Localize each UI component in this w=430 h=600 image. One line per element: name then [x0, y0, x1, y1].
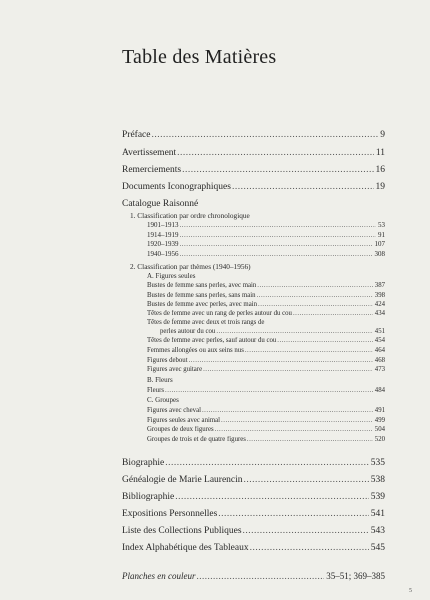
toc-entry-label: 1901–1913	[147, 221, 179, 229]
toc-entry-label: 1920–1939	[147, 240, 179, 248]
page-number: 5	[409, 588, 412, 594]
leader-dots	[244, 475, 369, 485]
toc-entry-remerciements[interactable]	[122, 165, 385, 175]
toc-entry-genealogie[interactable]	[122, 475, 385, 485]
toc-entry-label: Bibliographie	[122, 492, 175, 502]
leader-dots	[165, 458, 369, 468]
toc-entry-label: Figures avec guitare	[147, 366, 203, 373]
toc-entry-page: 11	[375, 148, 385, 158]
toc-entry-label: Avertissement	[122, 148, 177, 158]
leader-dots	[151, 130, 378, 140]
toc-entry-label: Têtes de femme avec perles, sauf autour du cou	[147, 337, 277, 344]
toc-entry-a2[interactable]	[147, 292, 385, 299]
toc-entry-page: 543	[370, 526, 385, 536]
toc-entry-a5-line1[interactable]: Têtes de femme avec deux et trois rangs de	[147, 319, 265, 326]
toc-entry-page: 545	[370, 543, 385, 553]
toc-entry-c3[interactable]	[147, 426, 385, 433]
toc-entry-page: 538	[370, 475, 385, 485]
leader-dots	[232, 182, 374, 192]
toc-entry-label: Bustes de femme avec perles, avec main	[147, 301, 258, 308]
toc-entry-label: Généalogie de Marie Laurencin	[122, 475, 243, 485]
toc-entry-label: Liste des Collections Publiques	[122, 526, 242, 536]
toc-entry-page: 520	[374, 436, 385, 443]
toc-entry-a1[interactable]	[147, 282, 385, 289]
leader-dots	[189, 357, 373, 364]
leader-dots	[257, 282, 373, 289]
toc-entry-page: 499	[374, 417, 385, 424]
toc-entry-page: 387	[374, 282, 385, 289]
leader-dots	[258, 301, 373, 308]
toc-entry-bibliographie[interactable]	[122, 492, 385, 502]
leader-dots	[245, 347, 373, 354]
leader-dots	[180, 221, 377, 229]
toc-entry-page: 53	[378, 221, 385, 229]
toc-entry-page: 491	[374, 407, 385, 414]
toc-entry-page: 541	[370, 509, 385, 519]
toc-entry-1940-1956[interactable]	[147, 250, 385, 258]
toc-entry-page: 308	[374, 250, 385, 258]
toc-entry-page: 535	[370, 458, 385, 468]
toc-entry-label: Figures seules avec animal	[147, 417, 221, 424]
toc-entry-label: Groupes de deux figures	[147, 426, 214, 433]
toc-entry-label: perles autour du cou	[160, 328, 216, 335]
toc-entry-page: 468	[374, 357, 385, 364]
toc-entry-page: 434	[374, 310, 385, 317]
leader-dots	[215, 426, 373, 433]
toc-entry-documents[interactable]	[122, 182, 385, 192]
toc-entry-label: Biographie	[122, 458, 165, 468]
toc-entry-label: 1940–1956	[147, 250, 179, 258]
toc-entry-page: 424	[374, 301, 385, 308]
toc-entry-page: 35–51; 369–385	[326, 571, 385, 581]
toc-entry-label: Fleurs	[147, 387, 164, 394]
leader-dots	[257, 292, 373, 299]
leader-dots	[247, 436, 373, 443]
toc-entry-expositions[interactable]	[122, 509, 385, 519]
toc-entry-1901-1913[interactable]	[147, 221, 385, 229]
toc-entry-label: 1914–1919	[147, 231, 179, 239]
toc-entry-page: 9	[380, 130, 385, 140]
toc-entry-b1[interactable]	[147, 387, 385, 394]
toc-entry-index[interactable]	[122, 543, 385, 553]
leader-dots	[175, 492, 369, 502]
group-a-heading[interactable]: A. Figures seules	[147, 272, 196, 280]
leader-dots	[203, 366, 373, 373]
leader-dots	[180, 250, 373, 258]
toc-entry-page: 454	[374, 337, 385, 344]
toc-entry-label: Bustes de femme sans perles, avec main	[147, 282, 257, 289]
leader-dots	[293, 310, 373, 317]
toc-entry-page: 19	[375, 182, 385, 192]
toc-entry-page: 539	[370, 492, 385, 502]
leader-dots	[182, 165, 373, 175]
toc-entry-label: Groupes de trois et de quatre figures	[147, 436, 246, 443]
toc-entry-page: 473	[374, 366, 385, 373]
toc-entry-label: Figures avec cheval	[147, 407, 201, 414]
leader-dots	[216, 328, 372, 335]
toc-entry-c1[interactable]	[147, 407, 385, 414]
toc-entry-planches[interactable]	[122, 571, 385, 581]
toc-entry-a8[interactable]	[147, 357, 385, 364]
toc-entry-label: Femmes allongées ou aux seins nus	[147, 347, 244, 354]
leader-dots	[250, 543, 369, 553]
group-c-heading[interactable]: C. Groupes	[147, 396, 179, 404]
toc-entry-page: 464	[374, 347, 385, 354]
leader-dots	[177, 148, 374, 158]
leader-dots	[180, 231, 377, 239]
toc-entry-avertissement[interactable]	[122, 148, 385, 158]
toc-entry-c4[interactable]	[147, 436, 385, 443]
leader-dots	[180, 240, 373, 248]
toc-entry-1914-1919[interactable]	[147, 231, 385, 239]
toc-entry-c2[interactable]	[147, 417, 385, 424]
leader-dots	[221, 417, 373, 424]
toc-entry-label: Bustes de femme sans perles, sans main	[147, 292, 256, 299]
toc-entry-page: 484	[374, 387, 385, 394]
group-b-heading[interactable]: B. Fleurs	[147, 376, 173, 384]
toc-entry-biographie[interactable]	[122, 458, 385, 468]
leader-dots	[218, 509, 368, 519]
toc-entry-label: Planches en couleur	[122, 571, 196, 581]
page-title: Table des Matières	[122, 46, 277, 68]
toc-entry-label: Préface	[122, 130, 151, 140]
toc-entry-label: Index Alphabétique des Tableaux	[122, 543, 249, 553]
leader-dots	[277, 337, 373, 344]
toc-entry-a3[interactable]	[147, 301, 385, 308]
toc-entry-a7[interactable]	[147, 347, 385, 354]
toc-entry-label: Documents Iconographiques	[122, 182, 231, 192]
leader-dots	[243, 526, 369, 536]
leader-dots	[196, 571, 324, 581]
leader-dots	[202, 407, 373, 414]
section1-heading[interactable]: 1. Classification par ordre chronologique	[130, 211, 250, 220]
catalogue-heading[interactable]: Catalogue Raisonné	[122, 199, 199, 209]
toc-entry-page: 504	[374, 426, 385, 433]
toc-entry-page: 16	[375, 165, 385, 175]
toc-entry-a9[interactable]	[147, 366, 385, 373]
toc-entry-1920-1939[interactable]	[147, 240, 385, 248]
toc-entry-collections[interactable]	[122, 526, 385, 536]
section2-heading[interactable]: 2. Classification par thèmes (1940–1956)	[130, 262, 251, 271]
toc-entry-page: 451	[374, 328, 385, 335]
toc-entry-a5[interactable]	[160, 328, 385, 335]
toc-entry-label: Remerciements	[122, 165, 182, 175]
toc-entry-label: Figures debout	[147, 357, 188, 364]
leader-dots	[165, 387, 373, 394]
toc-entry-page: 107	[374, 240, 385, 248]
toc-entry-preface[interactable]	[122, 130, 385, 140]
toc-entry-a4[interactable]	[147, 310, 385, 317]
toc-entry-label: Têtes de femme avec un rang de perles autour du cou	[147, 310, 292, 317]
toc-entry-page: 398	[374, 292, 385, 299]
toc-entry-page: 91	[378, 231, 385, 239]
toc-entry-a6[interactable]	[147, 337, 385, 344]
toc-entry-label: Expositions Personnelles	[122, 509, 218, 519]
